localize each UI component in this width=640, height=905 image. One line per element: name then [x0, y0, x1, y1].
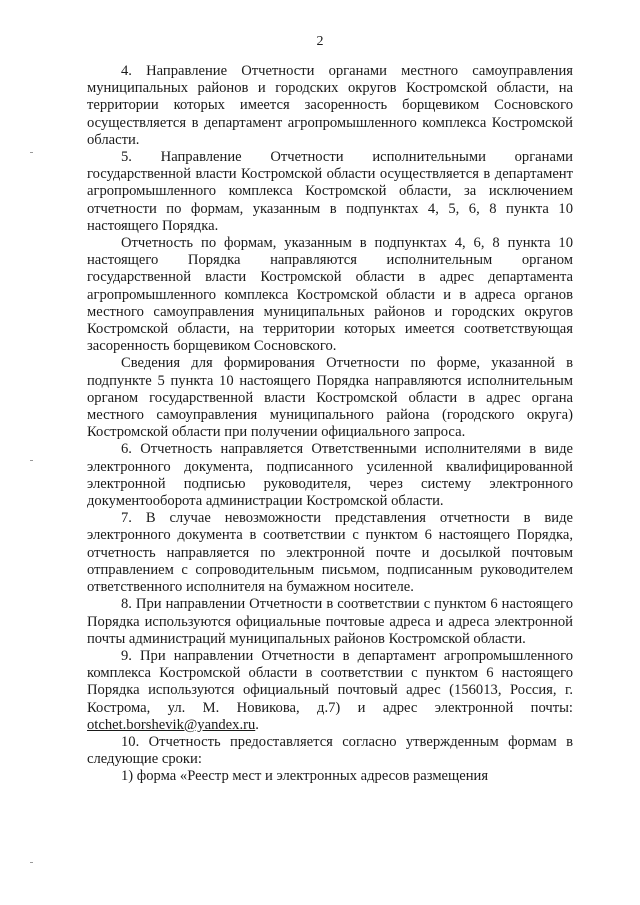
paragraph-7: 7. В случае невозможности представления отчетности в виде электронного документа в соответствии с пунктом 6 настоящего Порядка, отчетность направляется по электронной почте и досылкой почтовым отправлением с сопроводительным письмом, подписанным руководителем ответственного исполнителя на бумажном носителе. — [87, 510, 573, 596]
paragraph-9 — [87, 648, 573, 734]
email-link[interactable]: otchet.borshevik@yandex.ru — [87, 716, 256, 733]
paragraph-9-text: 9. При направлении Отчетности в департамент агропромышленного комплекса Костромской области в соответствии с пунктом 6 настоящего Порядка используются официальный почтовый адрес (156013, Россия, г. Кострома, ул. М. Новикова, д.7) и адрес электронной почты: — [87, 647, 573, 716]
document-body — [87, 63, 573, 786]
margin-mark — [30, 152, 33, 153]
paragraph-10: 10. Отчетность предоставляется согласно утвержденным формам в следующие сроки: — [87, 733, 573, 768]
page-number: 2 — [316, 34, 324, 49]
paragraph-5: 5. Направление Отчетности исполнительными органами государственной власти Костромской области осуществляется в департамент агропромышленного комплекса Костромской области, за исключением отчетности по формам, указанным в подпунктах 4, 5, 6, 8 пункта 10 настоящего Порядка. — [87, 149, 573, 234]
paragraph-8: 8. При направлении Отчетности в соответствии с пунктом 6 настоящего Порядка используются официальные почтовые адреса и адреса электронной почты администраций муниципальных районов Костромской области. — [87, 596, 573, 647]
paragraph-5-forms: Отчетность по формам, указанным в подпунктах 4, 6, 8 пункта 10 настоящего Порядка направляются исполнительным органом государственной власти Костромской области в адрес департамента агропромышленного комплекса Костромской области и в адреса органов местного самоуправления муниципальных районов и городских округов Костромской области, на территории которых имеется соответствующая засоренность борщевиком Сосновского. — [87, 235, 573, 355]
paragraph-4: 4. Направление Отчетности органами местного самоуправления муниципальных районов и городских округов Костромской области, на территории которых имеется засоренность борщевиком Сосновского осуществляется в департамент агропромышленного комплекса Костромской области. — [87, 63, 573, 148]
margin-mark — [30, 862, 33, 863]
paragraph-9-end: . — [255, 716, 259, 733]
paragraph-5-info: Сведения для формирования Отчетности по форме, указанной в подпункте 5 пункта 10 настоящего Порядка направляются исполнительным органом государственной власти Костромской области в адрес органа местного самоуправления муниципального района (городского округа) Костромской области при получении официального запроса. — [87, 355, 573, 441]
paragraph-6: 6. Отчетность направляется Ответственными исполнителями в виде электронного документа, подписанного усиленной квалифицированной электронной подписью руководителя, через систему электронного документооборота администрации Костромской области. — [87, 441, 573, 510]
margin-mark — [30, 460, 33, 461]
paragraph-10-item-1: 1) форма «Реестр мест и электронных адресов размещения — [121, 768, 489, 785]
